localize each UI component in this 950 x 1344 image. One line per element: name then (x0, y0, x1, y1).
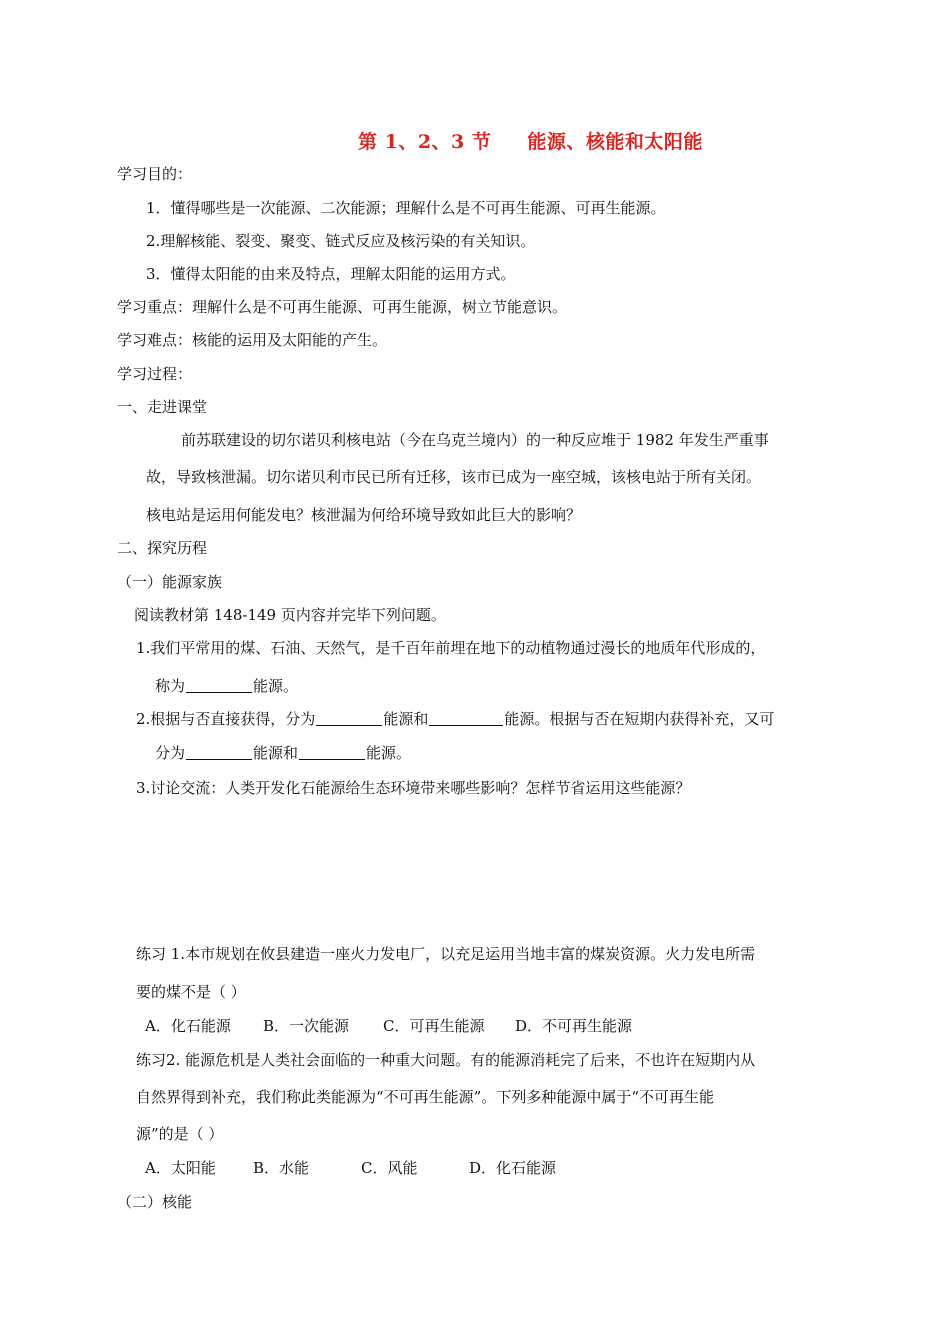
key-point: 学习重点：理解什么是不可再生能源、可再生能源，树立节能意识。 (117, 298, 568, 316)
question-2-text-f: 能源。 (366, 744, 412, 762)
exercise-2-line-2: 自然界得到补充，我们称此类能源为“不可再生能源”。下列多种能源中属于“不可再生能 (136, 1088, 715, 1106)
section1-paragraph-line-3: 核电站是运用何能发电？核泄漏为何给环境导致如此巨大的影响？ (146, 506, 582, 524)
section2-heading: 二、探究历程 (117, 539, 208, 557)
option-d[interactable]: D．化石能源 (469, 1159, 557, 1177)
question-1-line-1: 1.我们平常用的煤、石油、天然气，是千百年前埋在地下的动植物通过漫长的地质年代形成的， (136, 639, 766, 657)
question-2-text-d: 分为 (155, 744, 186, 762)
page-title (358, 127, 703, 154)
answer-blank[interactable] (186, 677, 252, 693)
goal-2: 2.理解核能、裂变、聚变、链式反应及核污染的有关知识。 (146, 232, 536, 250)
option-d[interactable]: D．不可再生能源 (515, 1017, 633, 1035)
exercise-1-options (145, 1016, 632, 1036)
question-2-text-c: 能源。根据与否在短期内获得补充，又可 (504, 710, 775, 728)
question-2-line-1 (136, 709, 774, 729)
option-a[interactable]: A．太阳能 (145, 1159, 216, 1177)
exercise-2-options (145, 1158, 556, 1178)
difficulty: 学习难点：核能的运用及太阳能的产生。 (117, 331, 388, 349)
question-1-line-2 (155, 676, 298, 696)
subsection1-heading: （一）能源家族 (117, 573, 223, 591)
section1-paragraph-line-2: 故，导致核泄漏。切尔诺贝利市民已所有迁移，该市已成为一座空城，该核电站于所有关闭。 (146, 468, 762, 486)
goal-1: 1．懂得哪些是一次能源、二次能源；理解什么是不可再生能源、可再生能源。 (146, 199, 666, 217)
option-b[interactable]: B．水能 (253, 1159, 310, 1177)
answer-blank[interactable] (316, 710, 382, 726)
question-1-prefix: 称为 (155, 677, 186, 695)
goals-heading: 学习目的： (117, 165, 193, 183)
question-1-suffix: 能源。 (253, 677, 299, 695)
section1-heading: 一、走进课堂 (117, 398, 208, 416)
goal-3: 3．懂得太阳能的由来及特点，理解太阳能的运用方式。 (146, 265, 516, 283)
title-topic: 能源、核能和太阳能 (527, 131, 703, 153)
process-heading: 学习过程： (117, 365, 193, 383)
reading-instruction: 阅读教材第 148-149 页内容并完毕下列问题。 (134, 606, 446, 624)
subsection2-heading: （二）核能 (117, 1193, 193, 1211)
exercise-2-line-1: 练习2. 能源危机是人类社会面临的一种重大问题。有的能源消耗完了后来，不也许在短期内从 (136, 1051, 756, 1069)
question-2-text-e: 能源和 (253, 744, 299, 762)
question-2-text-a: 2.根据与否直接获得，分为 (136, 710, 316, 728)
section1-paragraph-line-1: 前苏联建设的切尔诺贝利核电站（今在乌克兰境内）的一种反应堆于 1982 年发生严重事 (181, 431, 769, 449)
answer-blank[interactable] (429, 710, 503, 726)
question-3: 3.讨论交流：人类开发化石能源给生态环境带来哪些影响？怎样节省运用这些能源？ (136, 779, 691, 797)
exercise-2-line-3: 源”的是（ ） (136, 1125, 224, 1143)
option-b[interactable]: B．一次能源 (263, 1017, 350, 1035)
question-2-line-2 (155, 743, 411, 763)
question-2-text-b: 能源和 (383, 710, 429, 728)
option-c[interactable]: C．风能 (361, 1159, 418, 1177)
answer-blank[interactable] (299, 744, 365, 760)
answer-blank[interactable] (186, 744, 252, 760)
exercise-1-line-1: 练习 1.本市规划在攸县建造一座火力发电厂，以充足运用当地丰富的煤炭资源。火力发电所需 (136, 945, 756, 963)
title-section-number: 第 1、2、3 节 (358, 131, 492, 153)
exercise-1-line-2: 要的煤不是（ ） (136, 983, 246, 1001)
option-a[interactable]: A．化石能源 (145, 1017, 231, 1035)
option-c[interactable]: C．可再生能源 (383, 1017, 485, 1035)
